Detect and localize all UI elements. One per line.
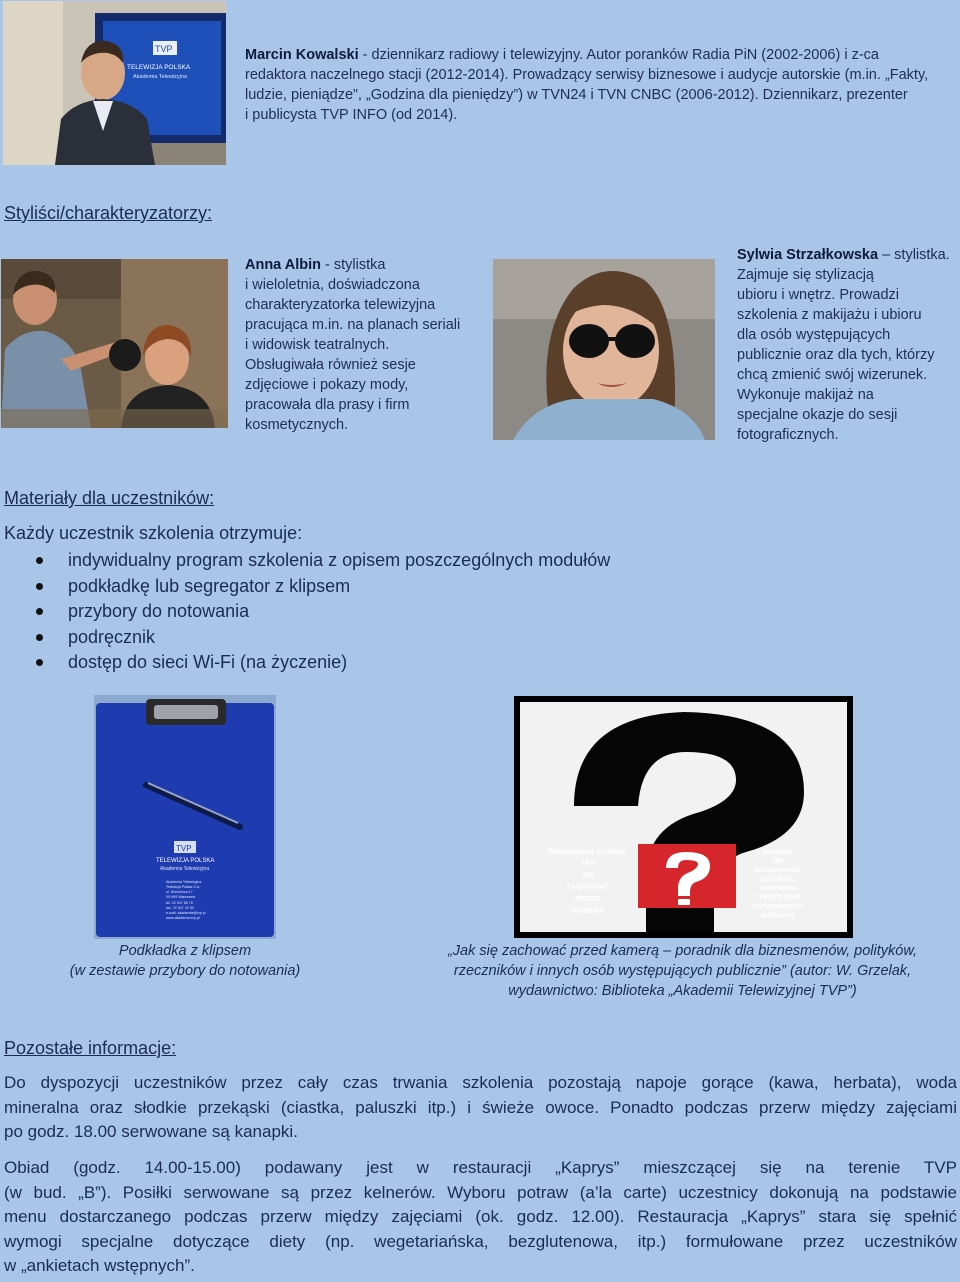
book-cover — [514, 696, 853, 938]
lunch-line: wymogi specjalne dotyczące diety (np. wegetariańska, bezglutenowa, itp.) formułowane przez uczestników — [4, 1231, 957, 1251]
book-subtitle-line: występujących — [753, 903, 803, 910]
clipboard-subtitle: Akademia Telewizyjna — [160, 866, 210, 872]
materials-intro: Każdy uczestnik szkolenia otrzymuje: — [4, 523, 303, 543]
book-subtitle-line: polityków, — [761, 876, 795, 883]
sylwia-bio-line: szkolenia z makijażu i ubioru — [737, 307, 922, 323]
clipboard-photo — [94, 695, 276, 939]
book-title-line: PRZED — [575, 894, 601, 903]
presenter-bio — [245, 45, 955, 125]
clipboard-caption — [40, 941, 330, 981]
presenter-photo — [3, 1, 226, 165]
clipboard-address-line: e-mail: akademia@tvp.pl — [166, 911, 206, 915]
book-subtitle-line: rzeczników — [759, 885, 797, 892]
sylwia-bio-line: publicznie oraz dla tych, którzy — [737, 347, 935, 363]
anna-bio-line: pracująca m.in. na planach seriali — [245, 317, 461, 333]
lunch-line: w „ankietach wstępnych”. — [4, 1256, 195, 1276]
clipboard-address-line: ul. Woronicza 17 — [166, 890, 193, 894]
lunch-line: (w bud. „B”). Posiłki serwowane są przez kelnerów. Wyboru potraw (a’la carte) uczestnicy dokonują na podstawie — [4, 1182, 957, 1202]
materials-list-item: indywidualny program szkolenia z opisem poszczególnych modułów — [36, 548, 610, 574]
anna-bio-line: pracowała dla prasy i firm — [245, 397, 410, 413]
clipboard-address-line: 00-999 Warszawa — [166, 895, 195, 899]
materials-list-item: podręcznik — [36, 625, 610, 651]
book-subtitle-line: publicznie — [760, 912, 796, 919]
book-caption-line: rzeczników i innych osób występujących publicznie” (autor: W. Grzelak, — [453, 963, 912, 979]
refreshments-line: po godz. 18.00 serwowane są kanapki. — [4, 1122, 298, 1142]
anna-bio-line: i wieloletnia, doświadczona — [245, 277, 420, 293]
sylwia-bio-line: dla osób występujących — [737, 327, 891, 343]
clipboard-address-line: tel. 22 547 86 78 — [166, 901, 193, 905]
refreshments-line: Do dyspozycji uczestników przez cały czas trwania szkolenia pozostają napoje gorące (kawa, herbata), woda — [4, 1073, 957, 1092]
sylwia-bio-line: fotograficznych. — [737, 427, 839, 443]
anna-albin-bio — [245, 255, 485, 435]
book-subtitle-line: biznesmenów, — [754, 867, 802, 874]
refreshments-line: mineralna oraz słodkie przekąski (ciastka, paluszki itp.) i świeże owoce. Ponadto podczas przerw między zajęciami — [4, 1097, 957, 1117]
other-info-heading: Pozostałe informacje: — [4, 1038, 177, 1058]
lunch-line: Obiad (godz. 14.00-15.00) podawany jest w restauracji „Kaprys” mieszczącej się na terenie TVP — [4, 1158, 957, 1177]
presenter-bio-line: redaktora naczelnego stacji (2012-2014). Prowadzący serwisy biznesowe i audycje autorskie (m.in. „Fakty, — [245, 67, 929, 83]
book-title-line: ZACHOWAĆ — [565, 882, 611, 891]
book-title-line: JAK — [580, 858, 596, 867]
clipboard-address-line: fax. 22 547 42 50 — [166, 906, 194, 910]
book-title-line: KAMERĄ — [571, 906, 605, 915]
clipboard-title: TELEWIZJA POLSKA — [156, 858, 215, 864]
refreshments-paragraph — [4, 1071, 957, 1145]
presenter-bio-line: - dziennikarz radiowy i telewizyjny. Autor poranków Radia PiN (2002-2006) i z-ca — [358, 47, 879, 63]
lunch-paragraph — [4, 1156, 957, 1279]
materials-heading: Materiały dla uczestników: — [4, 488, 215, 508]
tv-logo: TVP — [155, 44, 173, 54]
clipboard-caption-line: Podkładka z klipsem — [118, 943, 252, 959]
anna-bio-line: - stylistka — [320, 257, 386, 273]
sylwia-bio — [737, 245, 957, 445]
clipboard-address-line: Telewizja Polska S.A. — [166, 885, 201, 889]
sylwia-name: Sylwia Strzałkowska — [737, 247, 879, 263]
book-subtitle-line: i innych osób — [755, 894, 801, 901]
sylwia-bio-line: ubioru i wnętrz. Prowadzi — [737, 287, 899, 303]
anna-bio-line: charakteryzatorka telewizyjna — [245, 297, 436, 313]
anna-bio-line: i widowisk teatralnych. — [245, 337, 390, 353]
book-caption — [405, 941, 960, 1001]
anna-bio-line: Obsługiwała również sesje — [245, 357, 416, 373]
book-caption-line: „Jak się zachować przed kamerą – poradnik dla biznesmenów, polityków, — [447, 943, 918, 959]
book-title-line: SIĘ — [581, 870, 595, 879]
stylists-heading: Styliści/charakteryzatorzy: — [4, 203, 213, 223]
sylwia-bio-line: Wykonuje makijaż na — [737, 387, 874, 403]
materials-list-item: przybory do notowania — [36, 599, 610, 625]
tv-line1: TELEWIZJA POLSKA — [127, 64, 191, 71]
sylwia-bio-line: – stylistka. — [878, 247, 950, 263]
anna-bio-line: kosmetycznych. — [245, 417, 349, 433]
materials-list-item: dostęp do sieci Wi-Fi (na życzenie) — [36, 650, 610, 676]
clipboard-logo: TVP — [176, 844, 192, 853]
book-caption-line: wydawnictwo: Biblioteka „Akademii Telewizyjnej TVP”) — [508, 983, 857, 999]
tv-line2: Akademia Telewizyjna — [133, 74, 188, 80]
presenter-bio-line: ludzie, pieniądze”, „Godzina dla pieniędzy”) w TVN24 i TVN CNBC (2006-2012). Dziennikarz, prezenter — [245, 87, 908, 103]
anna-albin-photo — [1, 259, 228, 428]
materials-list-item: podkładkę lub segregator z klipsem — [36, 574, 610, 600]
materials-list — [36, 548, 610, 676]
clipboard-address-line: www.akademia.tvp.pl — [166, 916, 200, 920]
sylwia-bio-line: specjalne okazje do sesji — [737, 407, 898, 423]
sylwia-bio-line: Zajmuje się stylizacją — [737, 267, 874, 283]
book-subtitle-line: dla — [772, 858, 784, 865]
presenter-bio-line: i publicysta TVP INFO (od 2014). — [245, 107, 458, 123]
anna-albin-name: Anna Albin — [245, 257, 321, 273]
clipboard-caption-line: (w zestawie przybory do notowania) — [69, 963, 301, 979]
anna-bio-line: zdjęciowe i pokazy mody, — [245, 377, 409, 393]
clipboard-address-line: Akademia Telewizyjna — [166, 880, 202, 884]
presenter-name: Marcin Kowalski — [245, 47, 359, 63]
book-subtitle-line: poradnik — [763, 849, 793, 856]
sylwia-strzalkowska-photo — [493, 259, 715, 440]
lunch-line: menu dostarczanego podczas przerw między zajęciami (ok. godz. 12.00). Restauracja „Kaprys” stara się spełnić — [4, 1207, 957, 1227]
book-author: Włodzimierz Grzelak — [548, 847, 626, 856]
sylwia-bio-line: chcą zmienić swój wizerunek. — [737, 367, 928, 383]
